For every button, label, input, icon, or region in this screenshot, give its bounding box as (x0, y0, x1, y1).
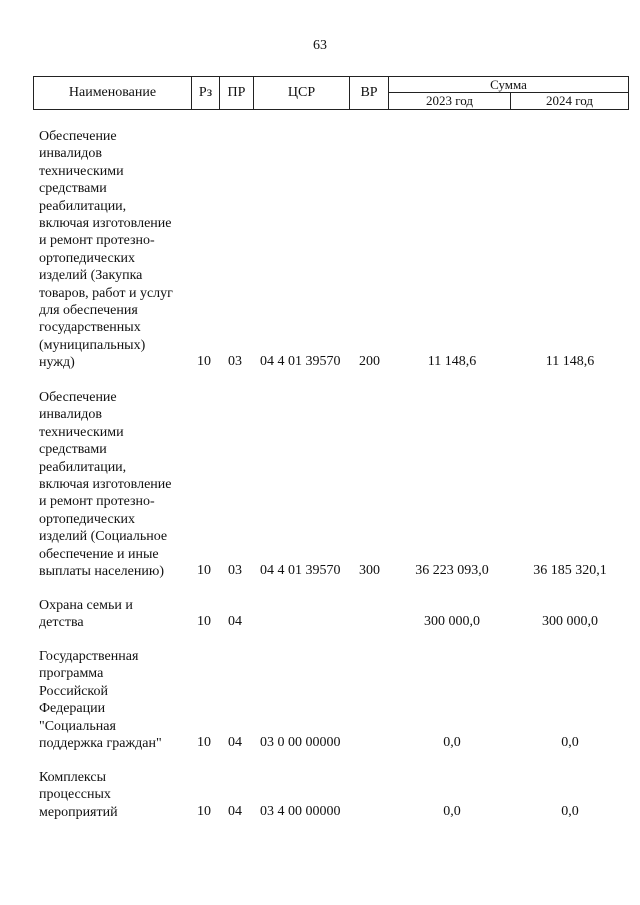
row-name: Обеспечение инвалидов техническими средствами реабилитации, включая изготовление и ремонт протезно- ортопедических изделий (Закупка товаров, работ и услуг для обеспечения государственных (муниципальных) нужд) (39, 129, 173, 371)
row-pr: 03 (228, 563, 242, 578)
row-amount-2024: 36 185 320,1 (533, 563, 607, 578)
header-vr: ВР (350, 77, 389, 109)
header-sum-group (389, 77, 628, 109)
row-vr: 300 (359, 563, 380, 578)
header-csr: ЦСР (254, 77, 350, 109)
row-pr: 03 (228, 354, 242, 369)
row-rz: 10 (197, 735, 211, 750)
row-vr: 200 (359, 354, 380, 369)
table-header (33, 76, 629, 110)
row-name: Комплексы процессных мероприятий (39, 770, 118, 820)
row-name: Обеспечение инвалидов техническими средствами реабилитации, включая изготовление и ремонт протезно- ортопедических изделий (Социальное обеспечение и иные выплаты населению) (39, 390, 172, 580)
row-rz: 10 (197, 614, 211, 629)
header-sum: Сумма (389, 77, 628, 93)
row-pr: 04 (228, 614, 242, 629)
header-rz: Рз (192, 77, 220, 109)
row-amount-2023: 11 148,6 (427, 354, 477, 369)
row-amount-2023: 0,0 (443, 804, 461, 819)
row-amount-2024: 0,0 (561, 735, 579, 750)
header-year-2023: 2023 год (389, 93, 511, 109)
row-rz: 10 (197, 563, 211, 578)
row-name: Охрана семьи и детства (39, 598, 133, 631)
row-rz: 10 (197, 354, 211, 369)
row-amount-2023: 36 223 093,0 (415, 563, 489, 578)
header-year-2024: 2024 год (546, 93, 593, 108)
row-name: Государственная программа Российской Федерации "Социальная поддержка граждан" (39, 649, 162, 752)
header-pr: ПР (220, 77, 254, 109)
row-amount-2024: 0,0 (561, 804, 579, 819)
row-csr: 04 4 01 39570 (260, 563, 341, 578)
row-pr: 04 (228, 804, 242, 819)
row-amount-2024: 11 148,6 (545, 354, 595, 369)
row-amount-2023: 300 000,0 (424, 614, 480, 629)
header-name: Наименование (34, 77, 192, 109)
row-amount-2023: 0,0 (443, 735, 461, 750)
row-csr: 03 0 00 00000 (260, 735, 341, 750)
row-amount-2024: 300 000,0 (542, 614, 598, 629)
row-csr: 03 4 00 00000 (260, 804, 341, 819)
row-pr: 04 (228, 735, 242, 750)
page-number: 63 (313, 38, 327, 53)
row-csr: 04 4 01 39570 (260, 354, 341, 369)
row-rz: 10 (197, 804, 211, 819)
